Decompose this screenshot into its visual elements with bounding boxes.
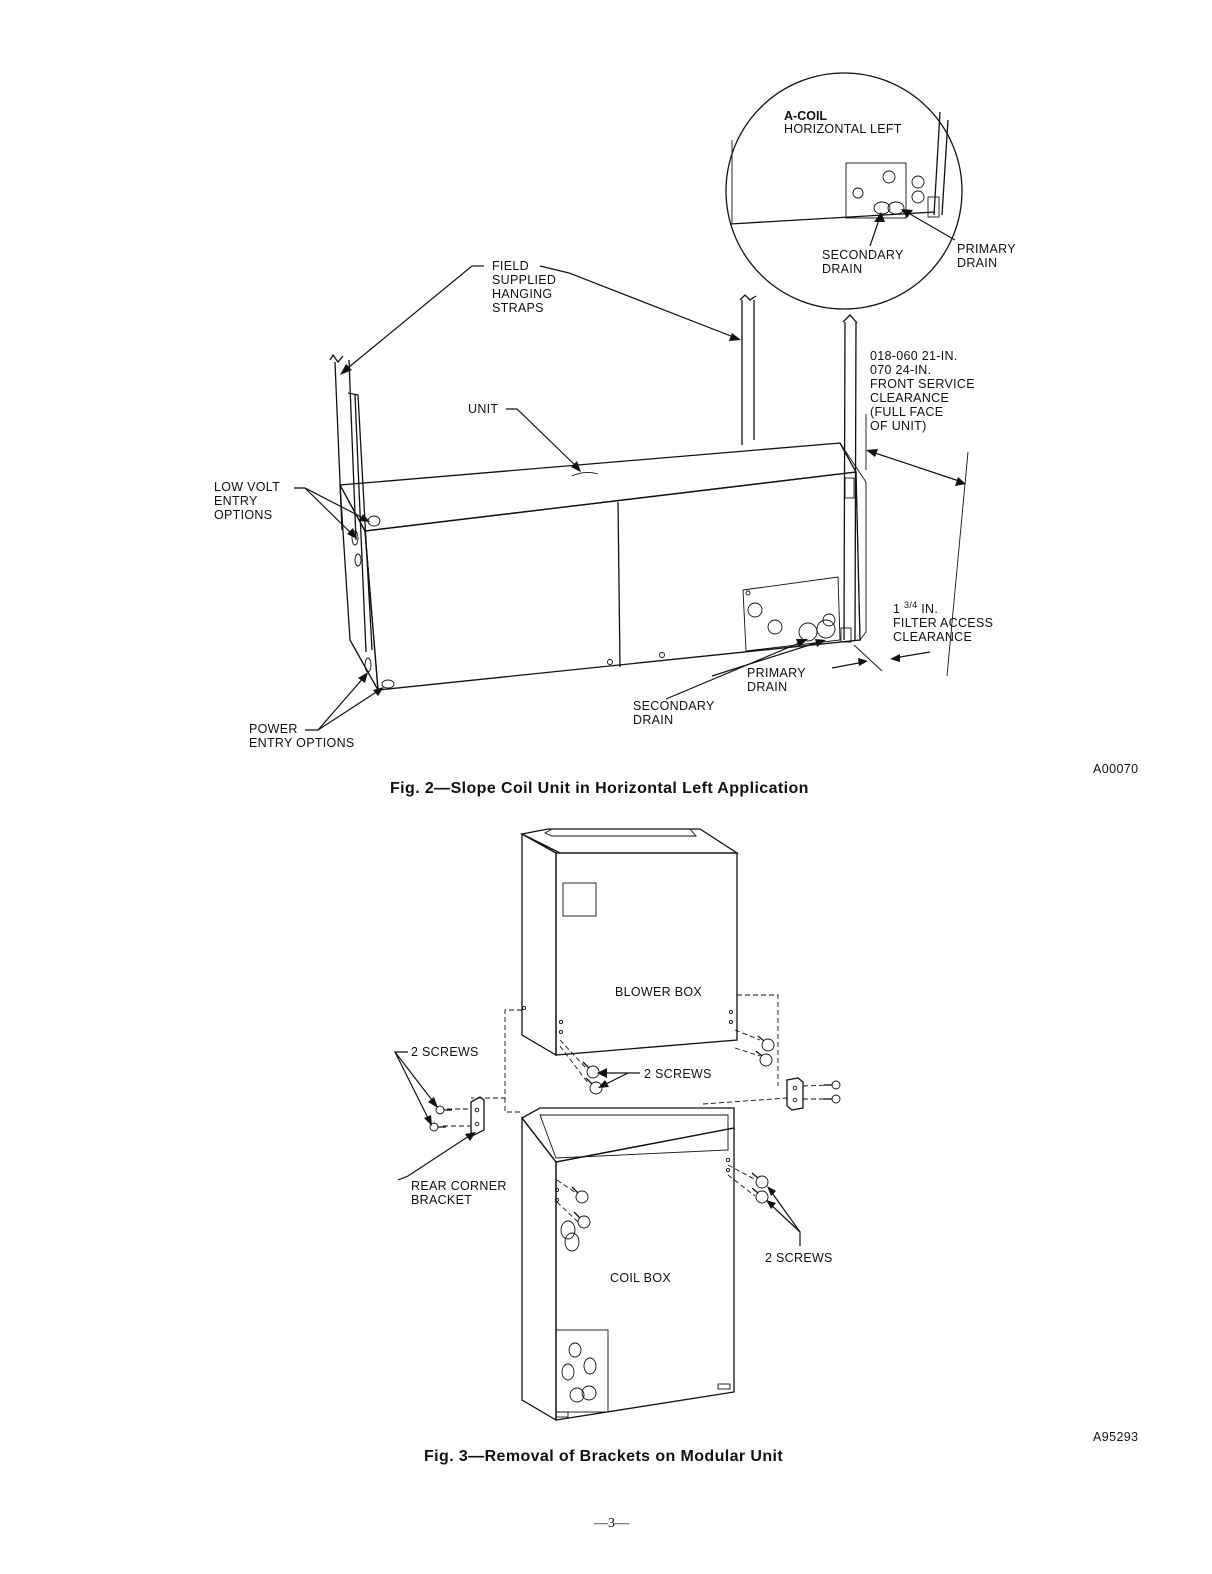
inset-title: A-COIL xyxy=(784,109,828,123)
label-front-clearance: 070 24-IN. xyxy=(870,363,932,377)
strap-foot xyxy=(841,628,851,642)
fig3-brackets xyxy=(471,1078,803,1135)
screw-icon xyxy=(824,1095,840,1103)
foot xyxy=(718,1384,730,1389)
coil-box xyxy=(522,1108,734,1420)
label-primary-drain: DRAIN xyxy=(747,680,788,694)
screws-left-leader xyxy=(395,1052,435,1104)
fitting xyxy=(582,1386,596,1400)
inset-primary-arrow xyxy=(903,210,955,240)
arrowhead xyxy=(424,1115,432,1126)
label-hanging-straps: STRAPS xyxy=(492,301,544,315)
arrowhead xyxy=(428,1097,438,1108)
blower-box-label-plate xyxy=(563,883,596,916)
power-hole xyxy=(365,658,371,672)
screws-center-leader xyxy=(602,1073,628,1086)
screw-icon xyxy=(752,1188,768,1203)
hole xyxy=(475,1108,479,1112)
fig3-callouts xyxy=(395,1052,800,1246)
screws-right-leader xyxy=(770,1190,800,1246)
fitting xyxy=(562,1364,574,1380)
straps-leader xyxy=(540,266,736,338)
blower-box-front xyxy=(556,853,737,1055)
inset-secondary-label: SECONDARY xyxy=(822,248,904,262)
fitting xyxy=(748,603,762,617)
screw-icon xyxy=(752,1173,768,1188)
coil-box-side xyxy=(522,1118,556,1420)
arrowhead xyxy=(866,449,878,457)
hole xyxy=(555,1188,558,1191)
label-rear-corner-bracket: REAR CORNER xyxy=(411,1179,507,1193)
coil-box-top-frame xyxy=(522,1108,734,1162)
screw-icon xyxy=(756,1051,772,1066)
arrowhead xyxy=(955,477,966,486)
fig3-caption: Fig. 3—Removal of Brackets on Modular Unit xyxy=(424,1448,784,1465)
inset-fitting xyxy=(853,188,863,198)
inset-secondary-label: DRAIN xyxy=(822,262,863,276)
screw-icon xyxy=(436,1106,452,1114)
alignment-line xyxy=(735,1048,760,1056)
alignment-line xyxy=(557,1202,578,1222)
unit-front-face xyxy=(365,472,860,690)
arrowhead xyxy=(767,1186,776,1196)
alignment-line xyxy=(557,1180,576,1193)
screw-icon xyxy=(572,1187,588,1203)
inset-panel xyxy=(846,163,906,218)
label-filter-clearance xyxy=(893,600,938,616)
inset-primary-label: DRAIN xyxy=(957,256,998,270)
coil-box-access-panel xyxy=(556,1330,608,1412)
hole xyxy=(793,1086,797,1090)
arrowhead xyxy=(597,1068,607,1078)
inset-strap-2 xyxy=(942,120,948,215)
label-hanging-straps: SUPPLIED xyxy=(492,273,557,287)
arrowhead xyxy=(598,1080,609,1088)
panel-divider xyxy=(618,502,620,667)
label-screws-left: 2 SCREWS xyxy=(411,1045,479,1059)
arrowhead xyxy=(465,1132,476,1141)
fig2-inset xyxy=(726,73,1016,309)
coil-box-opening xyxy=(540,1115,728,1158)
fig3-screws xyxy=(430,1036,840,1228)
alignment-line xyxy=(803,1085,830,1086)
screw-icon xyxy=(586,1078,602,1094)
inset-fitting xyxy=(912,191,924,203)
label-hanging-straps: HANGING xyxy=(492,287,553,301)
label-front-clearance: 018-060 21-IN. xyxy=(870,349,958,363)
fig2-id: A00070 xyxy=(1093,762,1139,776)
alignment-line xyxy=(560,1040,586,1068)
primary-drain-fitting xyxy=(817,620,835,638)
hole xyxy=(475,1122,479,1126)
power-leader xyxy=(305,676,365,730)
screw-icon xyxy=(583,1062,599,1078)
arrowhead xyxy=(815,639,826,647)
blower-box-top xyxy=(522,829,737,853)
fitting xyxy=(570,1388,584,1402)
alignment-line xyxy=(728,1175,755,1196)
power-hole xyxy=(382,680,394,688)
front-clearance-dim xyxy=(872,452,962,482)
label-secondary-drain: DRAIN xyxy=(633,713,674,727)
straps-leader xyxy=(343,266,472,372)
label-primary-drain: PRIMARY xyxy=(747,666,806,680)
bracket-leader xyxy=(398,1134,472,1180)
unit-leader xyxy=(506,409,578,468)
page-number: —3— xyxy=(594,1516,629,1531)
low-volt-hole xyxy=(355,554,361,566)
arrowhead xyxy=(766,1200,776,1209)
label-filter-clearance: FILTER ACCESS xyxy=(893,616,994,630)
hole xyxy=(729,1020,732,1023)
inset-primary-label: PRIMARY xyxy=(957,242,1016,256)
label-filter-num: 1 xyxy=(893,602,905,616)
strap-clip xyxy=(845,478,854,498)
fig2-unit xyxy=(340,443,866,690)
screw xyxy=(608,660,613,665)
screws-left-leader xyxy=(395,1052,430,1122)
fig2-callouts xyxy=(214,259,993,750)
screw-icon xyxy=(430,1123,446,1131)
hole xyxy=(793,1098,797,1102)
label-front-clearance: CLEARANCE xyxy=(870,391,950,405)
inset-fitting xyxy=(912,176,924,188)
hole xyxy=(559,1020,562,1023)
rear-corner-bracket-right xyxy=(787,1078,803,1110)
blower-box-side xyxy=(522,834,556,1055)
label-low-volt: ENTRY xyxy=(214,494,258,508)
inset-subtitle: HORIZONTAL LEFT xyxy=(784,122,902,136)
hole xyxy=(522,1006,525,1009)
screw-icon xyxy=(574,1212,590,1228)
label-coil-box: COIL BOX xyxy=(610,1271,671,1285)
label-filter-clearance: CLEARANCE xyxy=(893,630,973,644)
low-volt-leader xyxy=(305,488,354,536)
alignment-line xyxy=(735,1030,760,1040)
label-blower-box: BLOWER BOX xyxy=(615,985,703,999)
arrowhead xyxy=(358,672,368,683)
label-filter-frac: 3/4 xyxy=(904,600,918,610)
unit-top-mark xyxy=(572,472,598,476)
hole xyxy=(555,1198,558,1201)
fig3-id: A95293 xyxy=(1093,1430,1139,1444)
alignment-line xyxy=(560,1046,588,1083)
arrowhead xyxy=(890,654,900,662)
screw xyxy=(746,591,750,595)
arrowhead xyxy=(858,658,868,666)
arrowhead xyxy=(729,333,741,341)
label-power: ENTRY OPTIONS xyxy=(249,736,355,750)
label-front-clearance: (FULL FACE xyxy=(870,405,944,419)
label-rear-corner-bracket: BRACKET xyxy=(411,1193,473,1207)
fig3-labels xyxy=(411,985,833,1285)
label-unit: UNIT xyxy=(468,402,499,416)
fitting xyxy=(565,1233,579,1251)
strap-right-front-2 xyxy=(855,322,856,640)
foot xyxy=(556,1412,568,1417)
access-panel xyxy=(743,577,840,651)
label-secondary-drain: SECONDARY xyxy=(633,699,715,713)
fitting xyxy=(584,1358,596,1374)
hole xyxy=(726,1158,729,1161)
hole xyxy=(726,1168,729,1171)
screw-icon xyxy=(758,1036,774,1051)
label-low-volt: OPTIONS xyxy=(214,508,273,522)
rear-corner-bracket-left xyxy=(471,1097,484,1135)
coil-box-front xyxy=(556,1128,734,1420)
alignment-line xyxy=(471,1010,522,1098)
clearance-ext-line xyxy=(854,645,882,671)
screw xyxy=(660,653,665,658)
fig2-caption: Fig. 2—Slope Coil Unit in Horizontal Left Application xyxy=(390,780,809,797)
label-low-volt: LOW VOLT xyxy=(214,480,281,494)
screws-right-leader xyxy=(769,1203,800,1232)
label-front-clearance: OF UNIT) xyxy=(870,419,927,433)
secondary-drain-fitting xyxy=(799,623,817,641)
inset-fitting xyxy=(883,171,895,183)
blower-box-collar xyxy=(545,829,696,836)
fig3-alignment xyxy=(443,995,830,1222)
unit-top-face xyxy=(340,443,856,531)
fitting xyxy=(768,620,782,634)
fitting xyxy=(561,1221,575,1239)
alignment-line xyxy=(737,995,778,1086)
label-screws-center: 2 SCREWS xyxy=(644,1067,712,1081)
alignment-line xyxy=(505,1098,522,1112)
label-screws-right: 2 SCREWS xyxy=(765,1251,833,1265)
label-front-clearance: FRONT SERVICE xyxy=(870,377,975,391)
label-power: POWER xyxy=(249,722,298,736)
fitting xyxy=(569,1343,581,1357)
hole xyxy=(559,1030,562,1033)
hole xyxy=(729,1010,732,1013)
alignment-line xyxy=(728,1165,756,1180)
alignment-line xyxy=(703,1098,787,1104)
label-hanging-straps: FIELD xyxy=(492,259,529,273)
fig2-straps xyxy=(330,295,857,652)
low-volt-hole xyxy=(368,516,380,526)
blower-box xyxy=(522,829,737,1055)
label-filter-unit: IN. xyxy=(917,602,939,616)
screw-icon xyxy=(824,1081,840,1089)
power-leader xyxy=(318,689,381,730)
